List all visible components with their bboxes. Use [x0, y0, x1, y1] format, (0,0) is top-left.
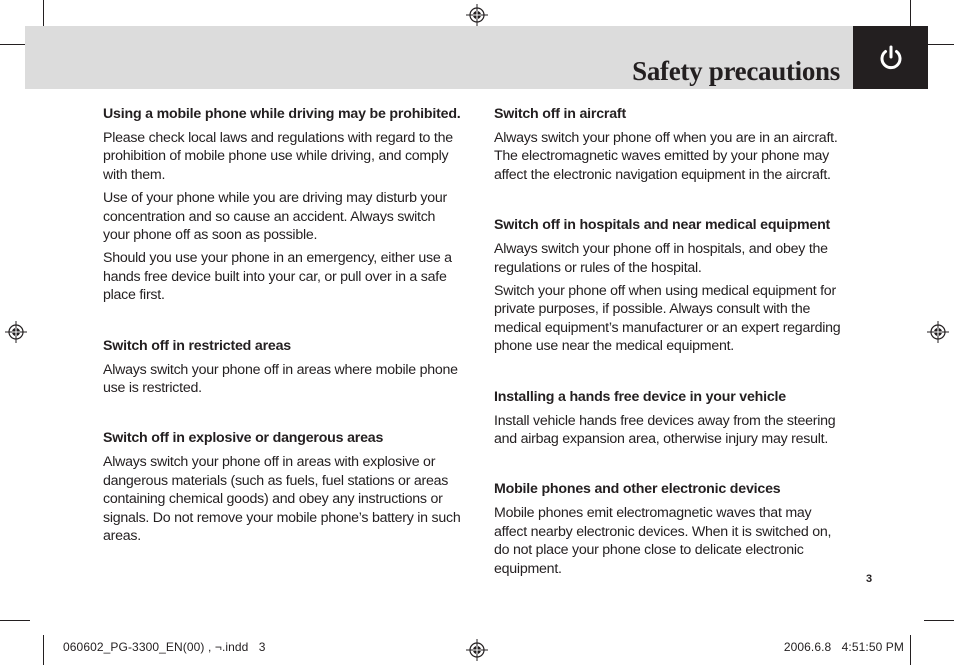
- page-title: Safety precautions: [632, 56, 840, 86]
- section-hospitals: [494, 216, 846, 355]
- section-electronic-devices: [494, 480, 846, 578]
- section-paragraph: Use of your phone while you are driving may disturb your concentration and so cause an accident. Always switch your phone off as soon as possible.: [103, 190, 448, 244]
- section-restricted-areas: [103, 337, 465, 398]
- registration-mark-icon: [5, 321, 27, 343]
- section-heading: Using a mobile phone while driving may be prohibited.: [103, 106, 461, 122]
- right-column: [494, 105, 846, 610]
- section-heading: Installing a hands free device in your vehicle: [494, 388, 786, 405]
- registration-mark-icon: [466, 639, 488, 661]
- section-paragraph: Should you use your phone in an emergency, either use a hands free device built into your car, or pull over in a safe place first.: [103, 250, 452, 304]
- footer-timestamp: 2006.6.8 4:51:50 PM: [783, 640, 904, 654]
- section-driving: [103, 105, 465, 305]
- section-paragraph: Always switch your phone off in areas with explosive or dangerous materials (such as fuels, fuel stations or areas containing chemical goods) and obey any instructions or signals. Do not remove your mobile phone’s battery in such areas.: [103, 454, 461, 545]
- section-aircraft: [494, 105, 846, 184]
- section-paragraph: Mobile phones emit electromagnetic waves that may affect nearby electronic devices. When it is switched on, do not place your phone close to delicate electronic equipment.: [494, 505, 832, 577]
- section-paragraph: Always switch your phone off in hospitals, and obey the regulations or rules of the hospital.: [494, 241, 828, 276]
- power-icon: [877, 44, 905, 72]
- section-heading: Switch off in aircraft: [494, 106, 626, 122]
- registration-mark-icon: [927, 321, 949, 343]
- section-hands-free: [494, 388, 846, 449]
- section-paragraph: Always switch your phone off when you are in an aircraft. The electromagnetic waves emitted by your phone may affect the electronic navigation equipment in the aircraft.: [494, 130, 838, 183]
- registration-mark-icon: [466, 4, 488, 26]
- left-column: [103, 105, 465, 578]
- section-paragraph: Install vehicle hands free devices away from the steering and airbag expansion area, otherwise injury may result.: [494, 412, 836, 448]
- section-tab: [853, 26, 928, 89]
- crop-mark: [924, 620, 954, 621]
- footer-file-name: 060602_PG-3300_EN(00) , ¬.indd 3: [63, 640, 266, 654]
- section-paragraph: Switch your phone off when using medical equipment for private purposes, if possible. Always consult with the medical equipment’s manufacturer or an expert regarding phone use near the medical equipment.: [494, 283, 841, 355]
- section-paragraph: Please check local laws and regulations with regard to the prohibition of mobile phone use while driving, and comply with them.: [103, 130, 453, 183]
- section-heading: Switch off in explosive or dangerous areas: [103, 430, 384, 447]
- page-number: 3: [866, 573, 873, 585]
- section-paragraph: Always switch your phone off in areas where mobile phone use is restricted.: [103, 361, 458, 397]
- crop-mark: [43, 635, 44, 665]
- section-heading: Switch off in hospitals and near medical equipment: [494, 217, 831, 234]
- section-heading: Mobile phones and other electronic devices: [494, 481, 781, 498]
- crop-mark: [0, 620, 30, 621]
- section-explosive-areas: [103, 429, 465, 545]
- crop-mark: [924, 44, 954, 45]
- crop-mark: [910, 635, 911, 665]
- section-heading: Switch off in restricted areas: [103, 337, 291, 354]
